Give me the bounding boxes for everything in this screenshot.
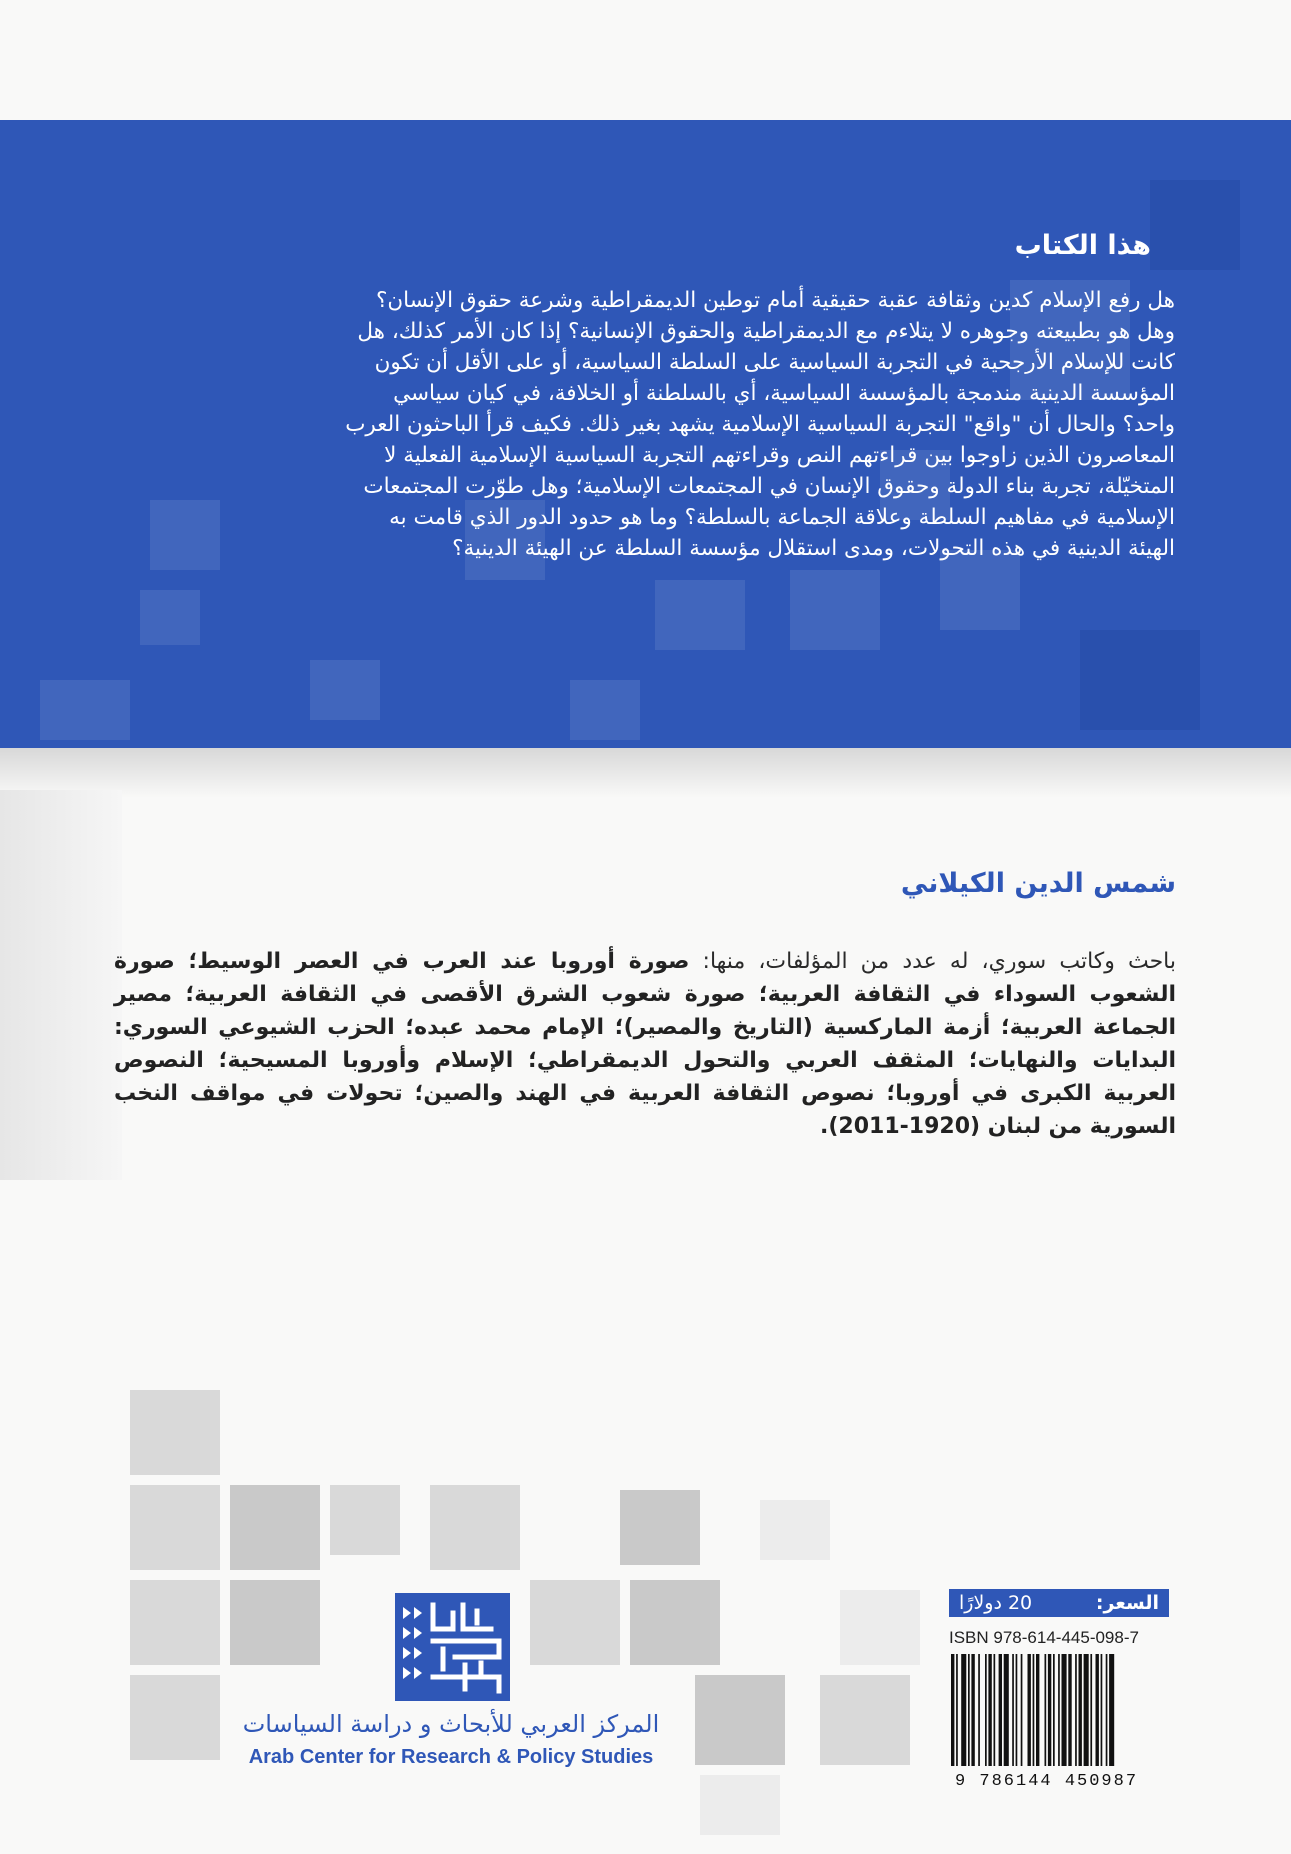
decor-square (840, 1590, 920, 1665)
about-line: كانت للإسلام الأرجحية في التجربة السياسية على السلطة السياسية، أو على الأقل أن تكون (374, 350, 1175, 375)
barcode-bar (1036, 1654, 1039, 1766)
about-line: هل رفع الإسلام كدين وثقافة عقبة حقيقية أمام توطين الديمقراطية وشرعة حقوق الإنسان؟ (375, 288, 1175, 313)
decor-square (230, 1580, 320, 1665)
about-line: المتخيّلة، تجربة بناء الدولة وحقوق الإنسان في المجتمعات الإسلامية؛ وهل طوّرت المجتمعات (363, 474, 1175, 499)
barcode-bar (1053, 1654, 1055, 1766)
barcode-bar (978, 1654, 980, 1766)
barcode-bar (1079, 1654, 1082, 1766)
price-box (949, 1589, 1169, 1617)
price-label: السعر: (1095, 1592, 1159, 1614)
about-text (115, 285, 1175, 564)
decor-square (130, 1675, 220, 1760)
isbn: ISBN 978-614-445-098-7 (949, 1628, 1139, 1647)
about-heading: هذا الكتاب (1014, 230, 1151, 261)
decor-square (140, 590, 200, 645)
barcode-bar (1062, 1654, 1067, 1766)
decor-square (620, 1490, 700, 1565)
barcode-bar (971, 1654, 974, 1766)
decor-square (695, 1675, 785, 1765)
barcode-bar (1101, 1654, 1103, 1766)
barcode (949, 1654, 1171, 1774)
barcode-bar (1012, 1654, 1014, 1766)
barcode-bar (1106, 1654, 1108, 1766)
publisher-logo-mark (395, 1593, 510, 1701)
decor-square (330, 1485, 400, 1555)
decor-square (630, 1580, 720, 1665)
panel-shadow (0, 748, 1291, 798)
barcode-bar (988, 1654, 991, 1766)
barcode-bar (1028, 1654, 1031, 1766)
barcode-bar (1090, 1654, 1092, 1766)
barcode-bar (1045, 1654, 1047, 1766)
bio-works: صورة أوروبا عند العرب في العصر الوسيط؛ صورة الشعوب السوداء في الثقافة العربية؛ صورة شعوب الشرق الأقصى في الثقافة العربية؛ مصير الجماعة العربية؛ أزمة الماركسية (التاريخ والمصير)؛ الإمام محمد عبده؛ الحزب الشيوعي السوري: البدايات والنهايات؛ المثقف العربي والتحول الديمقراطي؛ الإسلام وأوروبا المسيحية؛ النصوص العربية الكبرى في أوروبا؛ نصوص الثقافة العربية في الهند والصين؛ تحولات في مواقف النخب السورية من لبنان (1920-2011). (114, 949, 1176, 1139)
barcode-bar (1109, 1654, 1114, 1766)
decor-square (130, 1580, 220, 1665)
publisher-name-ar: المركز العربي للأبحاث و دراسة السياسات (242, 1710, 660, 1738)
barcode-bar (1016, 1654, 1018, 1766)
decor-square (790, 570, 880, 650)
about-line: وهل هو بطبيعته وجوهره لا يتلاءم مع الديمقراطية والحقوق الإنسانية؟ إذا كان الأمر كذلك، هل (357, 319, 1175, 344)
about-line: الهيئة الدينية في هذه التحولات، ومدى استقلال مؤسسة السلطة عن الهيئة الدينية؟ (452, 536, 1175, 561)
decor-square (1150, 180, 1240, 270)
barcode-bar (956, 1654, 958, 1766)
decor-square (570, 680, 640, 740)
barcode-bar (1021, 1654, 1023, 1766)
about-line: واحد؟ والحال أن "واقع" التجربة السياسية الإسلامية يشهد بغير ذلك. فكيف قرأ الباحثون العرب (345, 412, 1175, 437)
publisher-logo (395, 1593, 510, 1701)
barcode-bar (1033, 1654, 1035, 1766)
barcode-bar (985, 1654, 987, 1766)
barcode-bar (1075, 1654, 1077, 1766)
price-value: 20 دولارًا (959, 1592, 1033, 1614)
decor-square (530, 1580, 620, 1665)
barcode-bar (1048, 1654, 1051, 1766)
barcode-bar (1084, 1654, 1089, 1766)
decor-square (40, 680, 130, 740)
decor-square (820, 1675, 910, 1765)
barcode-bar (999, 1654, 1002, 1766)
publisher-name-en: Arab Center for Research & Policy Studies (248, 1746, 654, 1768)
decor-square (130, 1390, 220, 1475)
decor-square (1080, 630, 1200, 730)
decor-square (310, 660, 380, 720)
decor-square (430, 1485, 520, 1570)
decor-square (230, 1485, 320, 1570)
decor-square (130, 1485, 220, 1570)
barcode-number: 9 786144 450987 (955, 1772, 1139, 1791)
author-bio (114, 945, 1176, 1143)
about-line: المعاصرون الذين زاوجوا بين قراءتهم النص وقراءتهم التجربة السياسية الإسلامية الفعلية لا (384, 443, 1175, 468)
barcode-bar (1068, 1654, 1071, 1766)
barcode-bar (994, 1654, 996, 1766)
about-line: الإسلامية في مفاهيم السلطة وعلاقة الجماعة بالسلطة؟ وما هو حدود الدور الذي قامت به (389, 505, 1175, 530)
decor-square (700, 1775, 780, 1835)
barcode-bar (1058, 1654, 1060, 1766)
barcode-bar (968, 1654, 970, 1766)
decor-square (760, 1500, 830, 1560)
about-line: المؤسسة الدينية مندمجة بالمؤسسة السياسية، أي بالسلطنة أو الخلافة، في كيان سياسي (393, 381, 1175, 406)
barcode-bar (1096, 1654, 1099, 1766)
barcode-bar (951, 1654, 954, 1766)
barcode-bar (1004, 1654, 1009, 1766)
barcode-bar (961, 1654, 966, 1766)
bio-intro: باحث وكاتب سوري، له عدد من المؤلفات، منها: (689, 949, 1177, 974)
decor-square (655, 580, 745, 650)
decor-strip (0, 790, 122, 1180)
author-name: شمس الدين الكيلاني (900, 868, 1176, 899)
